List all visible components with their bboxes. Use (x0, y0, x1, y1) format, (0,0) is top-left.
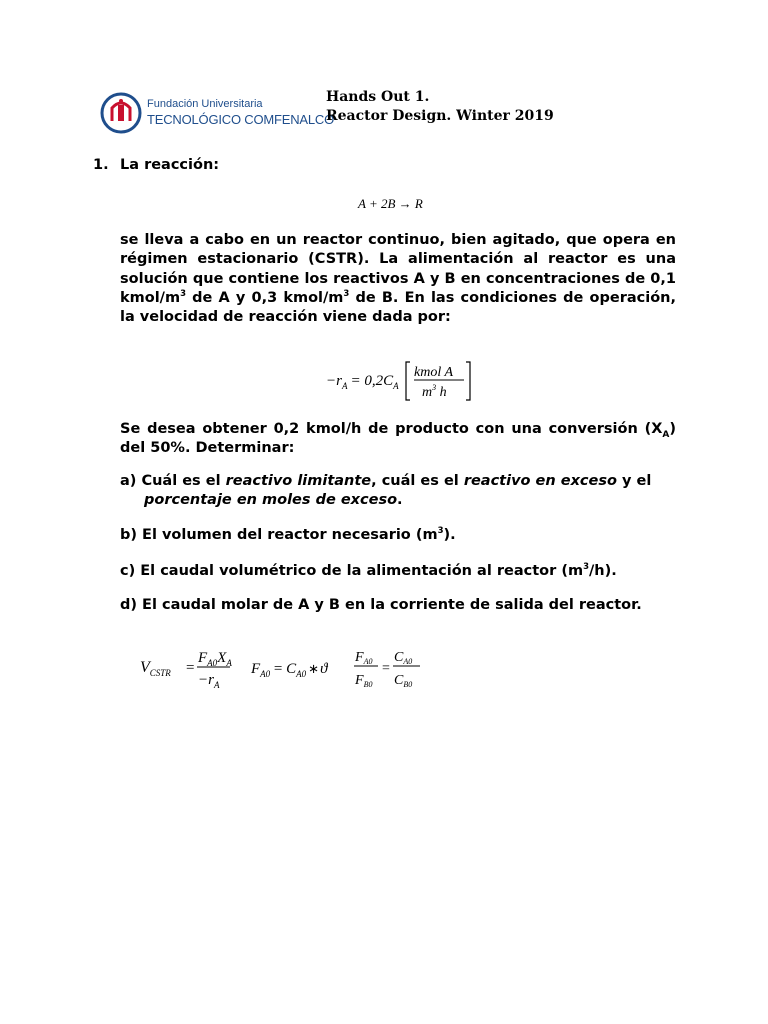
f1-lhs-sub: CSTR (149, 668, 171, 678)
f3-d2-sub: B0 (403, 680, 413, 689)
statement-text-2: de A y 0,3 kmol/m (186, 289, 344, 306)
question-number: 1. (93, 157, 109, 173)
molar-flow-formula (250, 661, 329, 679)
f1-num: F (198, 650, 208, 666)
rate-coef-sub: A (393, 381, 399, 391)
institution-logo (99, 90, 335, 136)
svg-text:CA0 (394, 650, 412, 666)
f1-den-sub: A (213, 680, 220, 690)
svg-text:=: = (382, 661, 390, 676)
cstr-volume-formula (140, 650, 232, 690)
objective-statement (120, 420, 676, 459)
rate-unit-hour: h (436, 385, 447, 400)
f2-symbol: ϑ (320, 661, 328, 677)
f2-lhs: F (251, 661, 261, 677)
svg-text:FA0 = CA0∗ϑ: $F_{A0} = C_{A0}$ ∗ϑ (251, 661, 328, 679)
f3-n2-sub: A0 (403, 657, 413, 666)
item-b-text: ). (443, 527, 456, 543)
f1-lhs: V (140, 659, 150, 676)
item-a-text: , cuál es el (371, 473, 464, 489)
rate-unit-numerator: kmol A (414, 365, 454, 380)
rate-coefficient: = 0,2C (350, 373, 394, 389)
superscript: 3 (180, 289, 187, 300)
logo-emblem-icon (99, 90, 143, 136)
subscript: A (662, 429, 670, 440)
item-b (120, 526, 680, 545)
objective-text-1: Se desea obtener 0,2 kmol/h de producto con una conversión (X (120, 421, 663, 437)
f3-d1-sub: B0 (363, 680, 373, 689)
superscript: 3 (583, 562, 589, 573)
item-a-emphasis-3: porcentaje en moles de exceso (144, 492, 398, 509)
reaction-equation: A + 2B → R (358, 196, 423, 211)
rate-equation (326, 358, 472, 402)
objective-text-2: ) del 50%. Determinar: (120, 421, 676, 457)
rate-lhs-sub: A (341, 381, 348, 391)
svg-text:FA0 (354, 650, 372, 666)
f3-d2: C (394, 673, 404, 688)
rate-lhs: −r (326, 373, 342, 389)
f2-lhs-sub: A0 (260, 669, 271, 679)
item-b-text: b) El volumen del reactor necesario (m (120, 527, 438, 543)
header-title: Hands Out 1. (326, 89, 430, 105)
svg-text:−rA= 0,2CA (326, 373, 399, 391)
f2-operator: ∗ (308, 661, 320, 676)
item-d-text: d) El caudal molar de A y B en la corriente de salida del reactor. (120, 597, 642, 613)
rate-unit-denominator: m (422, 385, 433, 400)
f1-num-sub: A0 (207, 658, 218, 668)
superscript: 3 (343, 289, 350, 300)
statement-text-3: de B. En las condiciones de operación, la velocidad de reacción viene dada por: (120, 289, 676, 326)
statement-text-1: se lleva a cabo en un reactor continuo, bien agitado, que opera en régimen estacionario (CSTR). La alimentación al reactor es una solución que contiene los reactivos A y B en concentraciones de 0,1 kmol/m (120, 232, 676, 306)
item-a-text: y el (616, 473, 652, 489)
f3-d1: F (355, 673, 364, 688)
problem-statement (120, 231, 676, 327)
logo-line1: Fundación Universitaria (147, 98, 263, 110)
design-formulas (140, 642, 430, 692)
item-a-emphasis-2: reactivo en exceso (463, 473, 617, 489)
rate-unit-sup: 3 (432, 383, 437, 392)
item-a-text: a) Cuál es el (120, 473, 226, 489)
item-c (120, 562, 680, 581)
svg-text:−rA (198, 672, 220, 690)
f2-rhs-sub: A0 (296, 669, 307, 679)
item-a-text: . (397, 492, 403, 509)
f1-num-tail-sub: A (226, 658, 232, 668)
svg-text:FA0XA (197, 650, 232, 668)
superscript: 3 (437, 526, 444, 537)
question-title: La reacción: (120, 157, 220, 173)
document-header (326, 88, 554, 126)
header-subtitle: Reactor Design. Winter 2019 (326, 108, 554, 124)
logo-line2: TECNOLÓGICO COMFENALCO (147, 112, 335, 127)
svg-text:m3 h (422, 383, 447, 400)
item-a-emphasis-1: reactivo limitante (225, 473, 372, 489)
svg-text:VCSTR (140, 659, 171, 678)
ratio-formula (354, 650, 420, 689)
f3-n1: F (355, 650, 364, 665)
logo-text (147, 99, 334, 126)
f3-n1-sub: A0 (363, 657, 373, 666)
item-d (120, 596, 680, 615)
item-c-text: c) El caudal volumétrico de la alimentación al reactor (m (120, 563, 584, 579)
f2-rhs: C (286, 661, 297, 677)
f3-n2: C (394, 650, 404, 665)
f1-num-tail: X (217, 650, 227, 666)
svg-text:FB0 (354, 673, 372, 689)
item-c-text: /h). (588, 563, 617, 579)
f1-den: −r (198, 672, 214, 688)
svg-text:=: = (186, 660, 195, 676)
svg-text:CB0 (394, 673, 412, 689)
item-a (120, 472, 680, 511)
